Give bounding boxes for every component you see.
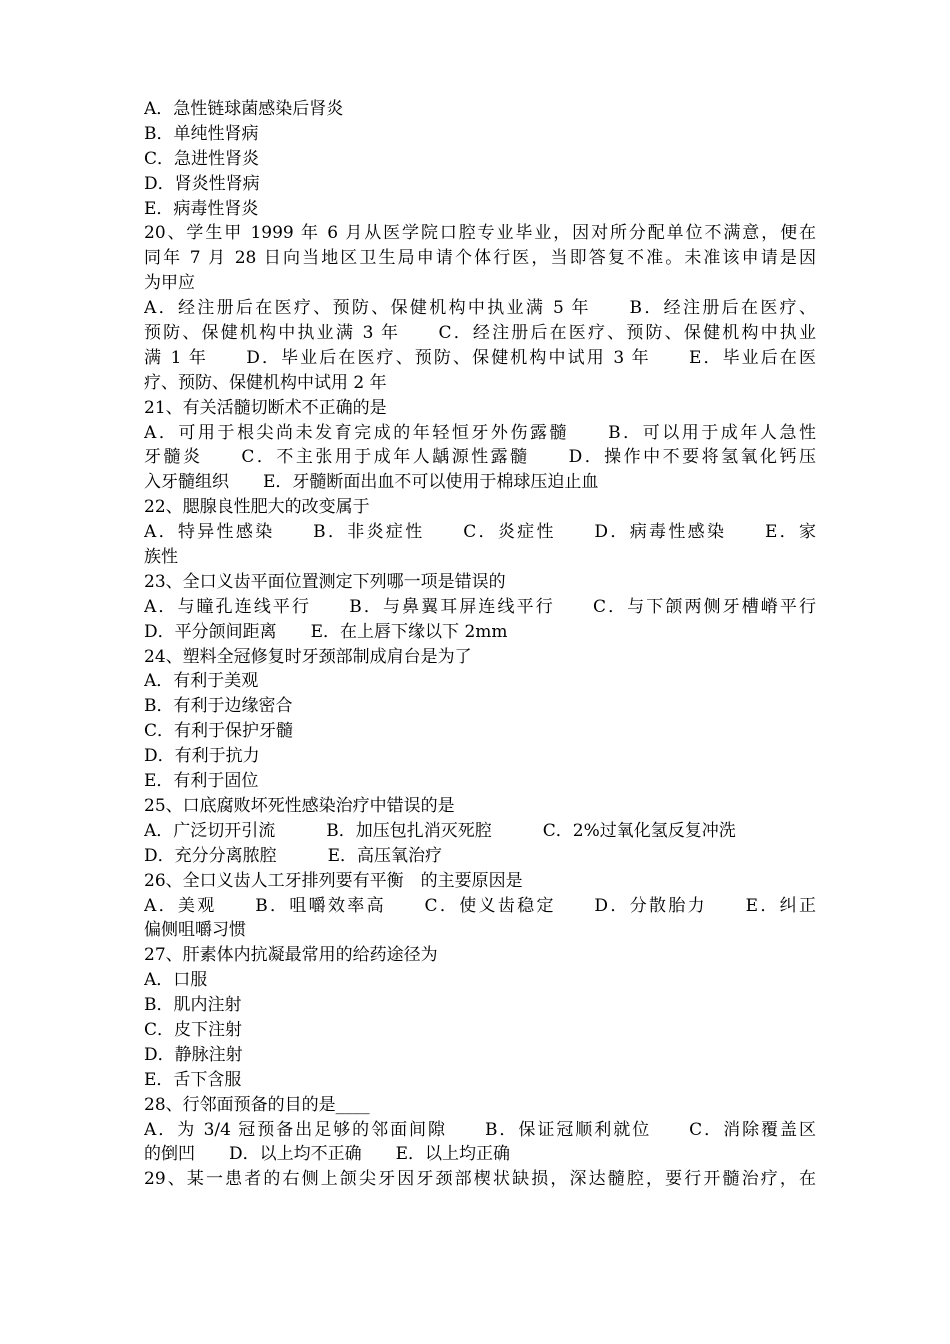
question-20-options: 满 1 年 D．毕业后在医疗、预防、保健机构中试用 3 年 E．毕业后在医 <box>144 347 816 368</box>
question-22-options: A．特异性感染 B．非炎症性 C．炎症性 D．病毒性感染 E．家 <box>144 522 816 543</box>
question-22: 22、腮腺良性肥大的改变属于 <box>144 497 370 518</box>
question-20-options: 预防、保健机构中执业满 3 年 C．经注册后在医疗、预防、保健机构中执业 <box>144 323 816 344</box>
question-20-options: A．经注册后在医疗、预防、保健机构中执业满 5 年 B．经注册后在医疗、 <box>144 298 816 319</box>
answer-option: D．肾炎性肾病 <box>144 173 260 194</box>
question-26-options: A．美观 B．咀嚼效率高 C．使义齿稳定 D．分散胎力 E．纠正 <box>144 895 816 916</box>
question-21-options: 入牙髓组织 E．牙髓断面出血不可以使用于棉球压迫止血 <box>144 472 599 493</box>
question-26: 26、全口义齿人工牙排列要有平衡 的主要原因是 <box>144 870 523 891</box>
answer-option: A．有利于美观 <box>144 671 259 692</box>
question-20-options: 疗、预防、保健机构中试用 2 年 <box>144 372 387 393</box>
question-29: 29、某一患者的右侧上颌尖牙因牙颈部楔状缺损，深达髓腔，要行开髓治疗，在 <box>144 1169 816 1190</box>
question-26-options: 偏侧咀嚼习惯 <box>144 920 246 941</box>
answer-option: B．单纯性肾病 <box>144 123 259 144</box>
question-21-options: 牙髓炎 C．不主张用于成年人龋源性露髓 D．操作中不要将氢氧化钙压 <box>144 447 816 468</box>
question-25-options: A．广泛切开引流 B．加压包扎消灭死腔 C．2%过氧化氢反复冲洗 <box>144 820 736 841</box>
answer-option: D．有利于抗力 <box>144 746 260 767</box>
question-28-options: A．为 3/4 冠预备出足够的邻面间隙 B．保证冠顺利就位 C．消除覆盖区 <box>144 1119 816 1140</box>
answer-option: E．舌下含服 <box>144 1069 242 1090</box>
answer-option: C．急进性肾炎 <box>144 148 260 169</box>
question-28: 28、行邻面预备的目的是____ <box>144 1094 370 1115</box>
answer-option: C．有利于保护牙髓 <box>144 721 294 742</box>
question-20-line: 为甲应 <box>144 273 195 294</box>
answer-option: E．病毒性肾炎 <box>144 198 259 219</box>
question-20-line: 同年 7 月 28 日向当地区卫生局申请个体行医，当即答复不准。未准该申请是因 <box>144 248 816 269</box>
question-27: 27、肝素体内抗凝最常用的给药途径为 <box>144 945 438 966</box>
question-23-options: A．与瞳孔连线平行 B．与鼻翼耳屏连线平行 C．与下颌两侧牙槽嵴平行 <box>144 596 816 617</box>
question-25-options: D．充分分离脓腔 E．高压氧治疗 <box>144 845 443 866</box>
answer-option: A．口服 <box>144 970 208 991</box>
question-23: 23、全口义齿平面位置测定下列哪一项是错误的 <box>144 571 506 592</box>
answer-option: D．静脉注射 <box>144 1044 243 1065</box>
answer-option: B．有利于边缘密合 <box>144 696 293 717</box>
question-28-options: 的倒凹 D．以上均不正确 E．以上均正确 <box>144 1144 511 1165</box>
question-20-line: 20、学生甲 1999 年 6 月从医学院口腔专业毕业，因对所分配单位不满意，便在 <box>144 223 816 244</box>
question-25: 25、口底腐败坏死性感染治疗中错误的是 <box>144 795 455 816</box>
answer-option: E．有利于固位 <box>144 771 259 792</box>
question-21: 21、有关活髓切断术不正确的是 <box>144 397 387 418</box>
question-23-options: D．平分颌间距离 E．在上唇下缘以下 2mm <box>144 621 508 642</box>
question-21-options: A．可用于根尖尚未发育完成的年轻恒牙外伤露髓 B．可以用于成年人急性 <box>144 422 816 443</box>
answer-option: A．急性链球菌感染后肾炎 <box>144 99 344 119</box>
document-page <box>144 97 816 1192</box>
answer-option: B．肌内注射 <box>144 995 242 1016</box>
question-24: 24、塑料全冠修复时牙颈部制成肩台是为了 <box>144 646 472 667</box>
question-22-options: 族性 <box>144 547 178 568</box>
answer-option: C．皮下注射 <box>144 1019 243 1040</box>
